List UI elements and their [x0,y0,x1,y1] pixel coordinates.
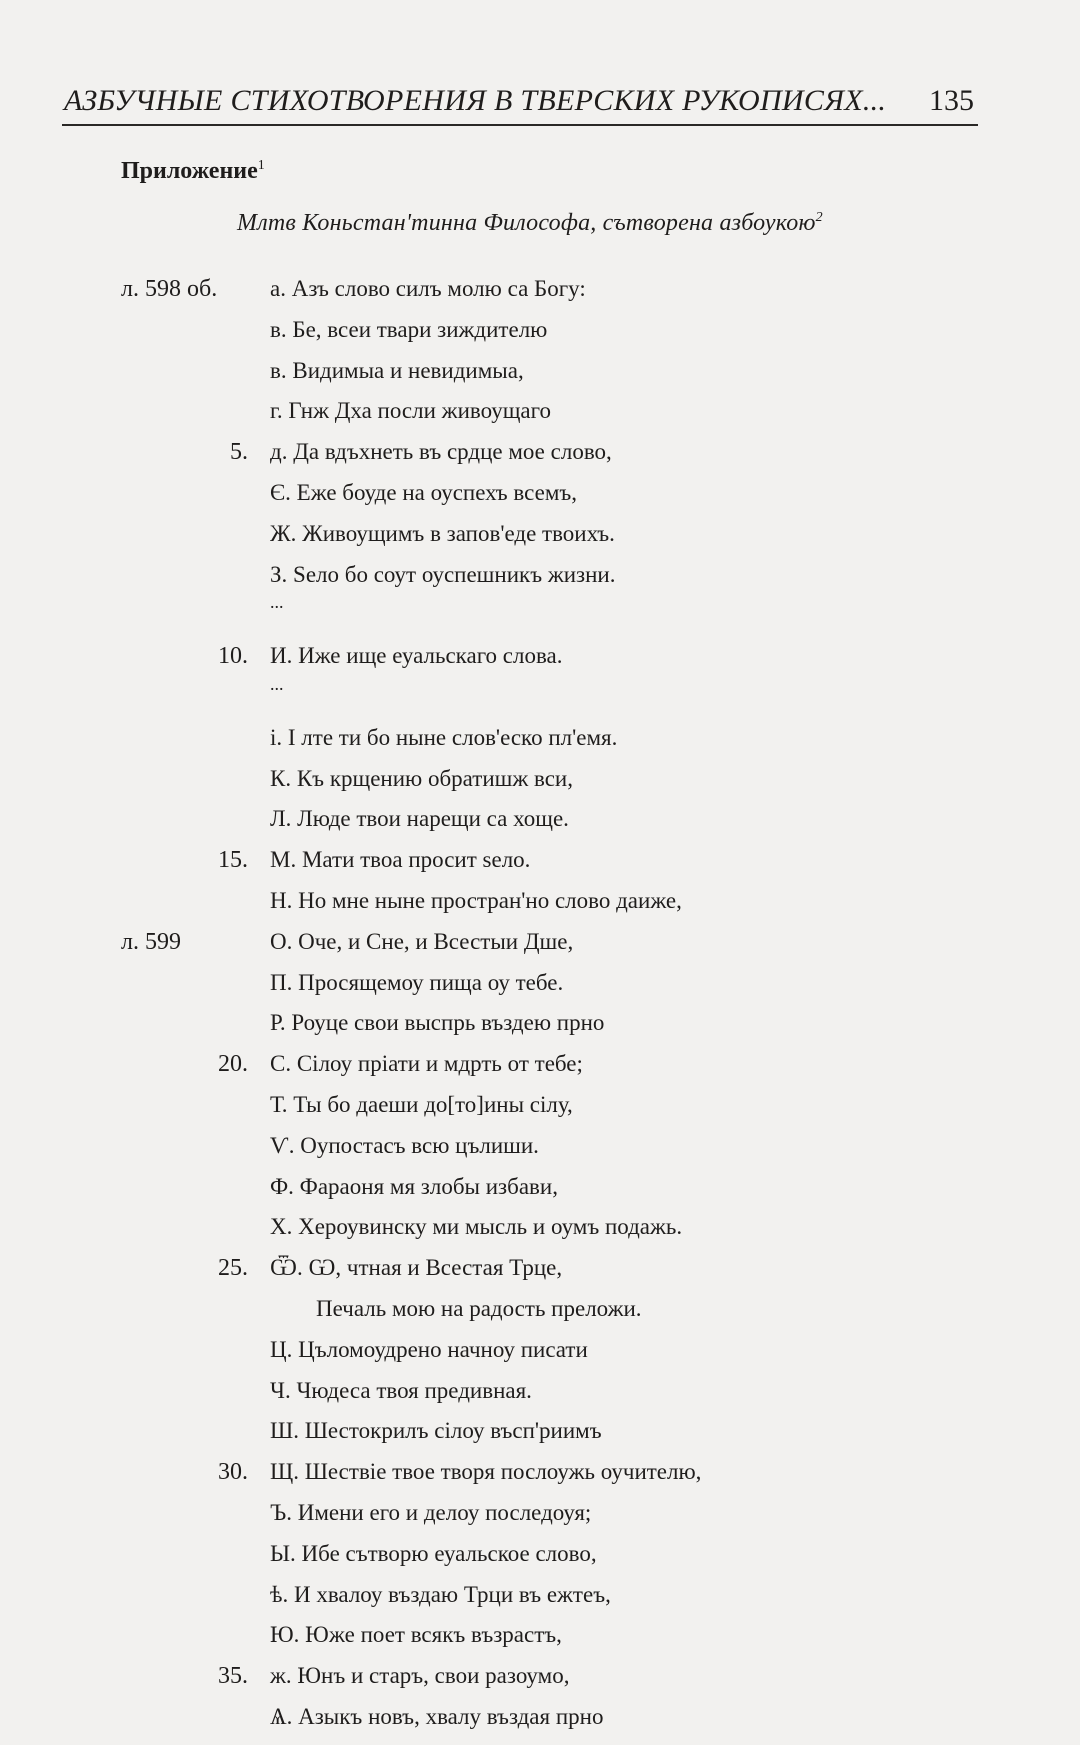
verse-text: Ю. Юже поет всякъ възрастъ, [270,1622,562,1648]
verse-text: Р. Роуце свои выспрь въздею прно [270,1010,605,1036]
poem-line [0,358,1080,399]
poem-line [0,1459,1080,1500]
poem-line [0,1418,1080,1459]
verse-text: Ф. Фараоня мя злобы избави, [270,1173,558,1199]
verse-text: і. І лте ти бо ныне слов'еско пл'емя. [270,724,618,750]
verse-text: в. Бе, всеи твари зиждителю [270,316,548,342]
poem-line [0,1092,1080,1133]
appendix-heading-text: Приложение [121,158,258,184]
verse-text: г. Гнж Дха посли живоущаго [270,398,551,424]
poem-line [0,562,1080,603]
verse-text: К. Къ крщению обратишж вси, [270,765,573,791]
verse-text: Т. Ты бо даеши до[то]ины сілу, [270,1091,573,1117]
verse-text: П. Просящемоу пища оу тебе. [270,969,564,995]
verse-text: д. Да вдъхнеть въ срдце мое слово, [270,439,612,465]
verse-text: Ъ. Имени его и делоу последоуя; [270,1499,592,1525]
verse-text: Ш. Шестокрилъ сілоу въсп'риимъ [270,1418,602,1444]
poem-line [0,1174,1080,1215]
verse-text: ж. Юнъ и старъ, свои разоумо, [270,1663,570,1689]
poem-line [0,673,1080,725]
poem-line [0,725,1080,766]
folio-marker: л. 598 об. [121,276,218,302]
verse-text: Н. Но мне ныне простран'но слово даиже, [270,887,682,913]
poem-line [0,847,1080,888]
running-head [62,84,978,126]
poem-line [0,1255,1080,1296]
verse-text: О. Оче, и Сне, и Всестыи Дше, [270,928,574,954]
line-number: 20. [218,1051,248,1078]
poem-line [0,929,1080,970]
verse-text: Ц. Цъломоудрено начноу писати [270,1336,588,1362]
poem-line [0,888,1080,929]
verse-text: Ж. Живоущимъ в запов'еде твоихъ. [270,520,615,546]
verse-text: Ѿ. Ѡ, чтная и Всестая Трце, [270,1255,563,1281]
poem-line [0,1337,1080,1378]
folio-marker: л. 599 [121,928,181,955]
line-number: 25. [218,1255,248,1282]
poem-line [0,1704,1080,1745]
appendix-heading-footnote-mark: 1 [257,158,265,173]
poem-lines [0,276,1080,1745]
poem-line [0,970,1080,1011]
verse-text: З. Ѕело бо соут оуспешникъ жизни. [270,561,616,587]
poem-line [0,1500,1080,1541]
line-number: 10. [218,643,248,670]
verse-text: М. Мати твоа просит ѕело. [270,847,531,873]
verse-text: Печаль мою на радость преложи. [316,1295,642,1321]
verse-text: Ы. Ибе сътворю еуальское слово, [270,1540,597,1566]
poem-line [0,1663,1080,1704]
appendix-heading [121,158,265,185]
verse-text: С. Сілоу пріати и мдрть от тебе; [270,1051,583,1077]
verse-text: Ѵ. Оупостасъ всю цълиши. [270,1132,539,1158]
line-number: 5. [230,439,248,466]
verse-text: ѣ. И хвалоу въздаю Трци въ ежтеъ, [270,1581,611,1607]
poem-line [0,480,1080,521]
poem-line [0,1133,1080,1174]
verse-text: Є. Еже боуде на оуспехъ всемъ, [270,479,578,505]
poem-line [0,1010,1080,1051]
line-number: 15. [218,847,248,874]
poem-line [0,317,1080,358]
verse-text: И. Иже ище еуальскаго слова. [270,643,563,669]
verse-text: Л. Люде твои нарещи са хоще. [270,806,569,832]
verse-text: ... [270,592,284,613]
poem-line [0,1051,1080,1092]
poem-title-footnote-mark: 2 [815,210,823,225]
poem-line [0,439,1080,480]
poem-line [0,766,1080,807]
poem-line [0,276,1080,317]
line-number: 30. [218,1459,248,1486]
poem-line [0,398,1080,439]
poem-line [0,643,1080,684]
poem-title-text: Млтв Коньстан'тинна Философа, сътворена азбоукою [237,210,816,236]
poem-line [0,521,1080,562]
verse-text: Щ. Шествіе твое творя послоужь оучителю, [270,1459,702,1485]
verse-text: Х. Хероувинску ми мысль и оумъ подажь. [270,1214,683,1240]
verse-text: в. Видимыа и невидимыа, [270,357,524,383]
poem-title [237,210,823,237]
verse-text: а. Азъ слово силъ молю са Богу: [270,276,586,301]
poem-line [0,1622,1080,1663]
running-title: АЗБУЧНЫЕ СТИХОТВОРЕНИЯ В ТВЕРСКИХ РУКОПИСЯХ... [64,84,887,117]
poem-line [0,1378,1080,1419]
verse-text: ... [270,673,284,694]
verse-text: Ч. Чюдеса твоя предивная. [270,1377,532,1403]
poem-line [0,1214,1080,1255]
verse-text: Ѧ. Азыкъ новъ, хвалу въздая прно [270,1703,604,1729]
page-number: 135 [929,84,974,117]
poem-line [0,806,1080,847]
poem-line [0,1582,1080,1623]
poem-line [0,1296,1080,1337]
poem-line [0,1541,1080,1582]
line-number: 35. [218,1663,248,1690]
poem-line [0,592,1080,643]
